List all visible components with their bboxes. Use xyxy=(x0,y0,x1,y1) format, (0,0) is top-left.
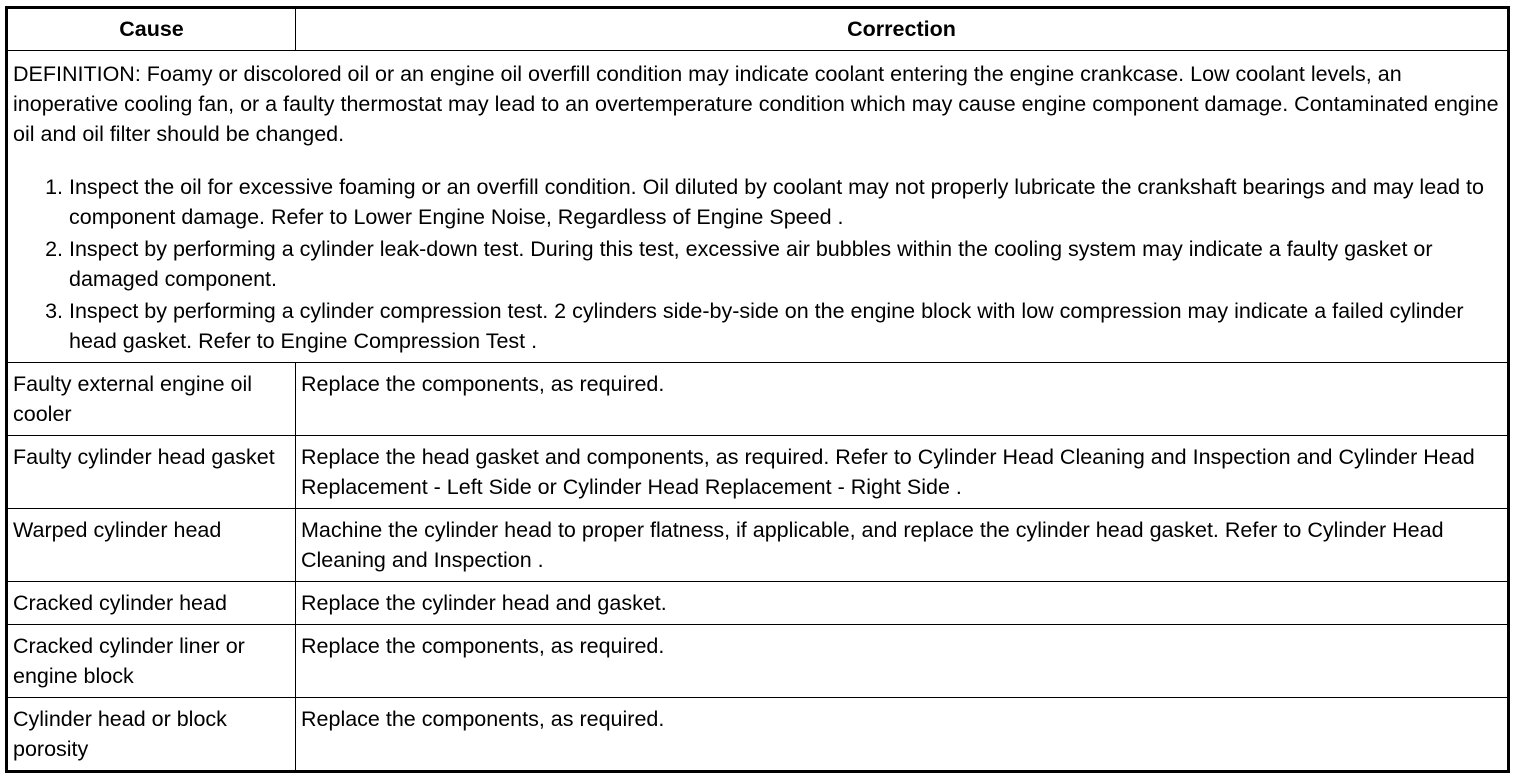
cause-cell: Faulty external engine oil cooler xyxy=(7,363,296,436)
table-row xyxy=(7,582,1509,625)
table-row xyxy=(7,698,1509,772)
correction-cell: Machine the cylinder head to proper flatness, if applicable, and replace the cylinder head gasket. Refer to Cylinder Head Cleaning and Inspection . xyxy=(296,509,1509,582)
diagnostic-table-container xyxy=(5,6,1507,773)
header-row xyxy=(7,8,1509,51)
cause-cell: Warped cylinder head xyxy=(7,509,296,582)
cause-cell: Cracked cylinder head xyxy=(7,582,296,625)
cause-header: Cause xyxy=(7,8,296,51)
inspection-step: 2. Inspect by performing a cylinder leak-down test. During this test, excessive air bubbles within the cooling system may indicate a faulty gasket or damaged component. xyxy=(69,234,1499,294)
definition-text: DEFINITION: Foamy or discolored oil or an engine oil overfill condition may indicate coolant entering the engine crankcase. Low coolant levels, an inoperative cooling fan, or a faulty thermostat may lead to an overtemperature condition which may cause engine component damage. Contaminated engine oil and oil filter should be changed. xyxy=(13,62,1499,146)
correction-cell: Replace the cylinder head and gasket. xyxy=(296,582,1509,625)
inspection-step: 3. Inspect by performing a cylinder compression test. 2 cylinders side-by-side on the engine block with low compression may indicate a failed cylinder head gasket. Refer to Engine Compression Test . xyxy=(69,296,1499,356)
correction-header: Correction xyxy=(296,8,1509,51)
table-row xyxy=(7,363,1509,436)
table-row xyxy=(7,509,1509,582)
cause-cell: Cylinder head or block porosity xyxy=(7,698,296,772)
table-row xyxy=(7,436,1509,509)
cause-cell: Faulty cylinder head gasket xyxy=(7,436,296,509)
cause-cell: Cracked cylinder liner or engine block xyxy=(7,625,296,698)
table-row xyxy=(7,625,1509,698)
correction-cell: Replace the head gasket and components, as required. Refer to Cylinder Head Cleaning and Inspection and Cylinder Head Replacement - Left Side or Cylinder Head Replacement - Right Side . xyxy=(296,436,1509,509)
inspection-steps-list xyxy=(13,172,1499,356)
definition-row xyxy=(7,51,1509,363)
correction-cell: Replace the components, as required. xyxy=(296,363,1509,436)
definition-cell xyxy=(7,51,1509,363)
diagnostic-table xyxy=(5,6,1510,773)
correction-cell: Replace the components, as required. xyxy=(296,625,1509,698)
inspection-step: 1. Inspect the oil for excessive foaming or an overfill condition. Oil diluted by coolant may not properly lubricate the crankshaft bearings and may lead to component damage. Refer to Lower Engine Noise, Regardless of Engine Speed . xyxy=(69,172,1499,232)
correction-cell: Replace the components, as required. xyxy=(296,698,1509,772)
